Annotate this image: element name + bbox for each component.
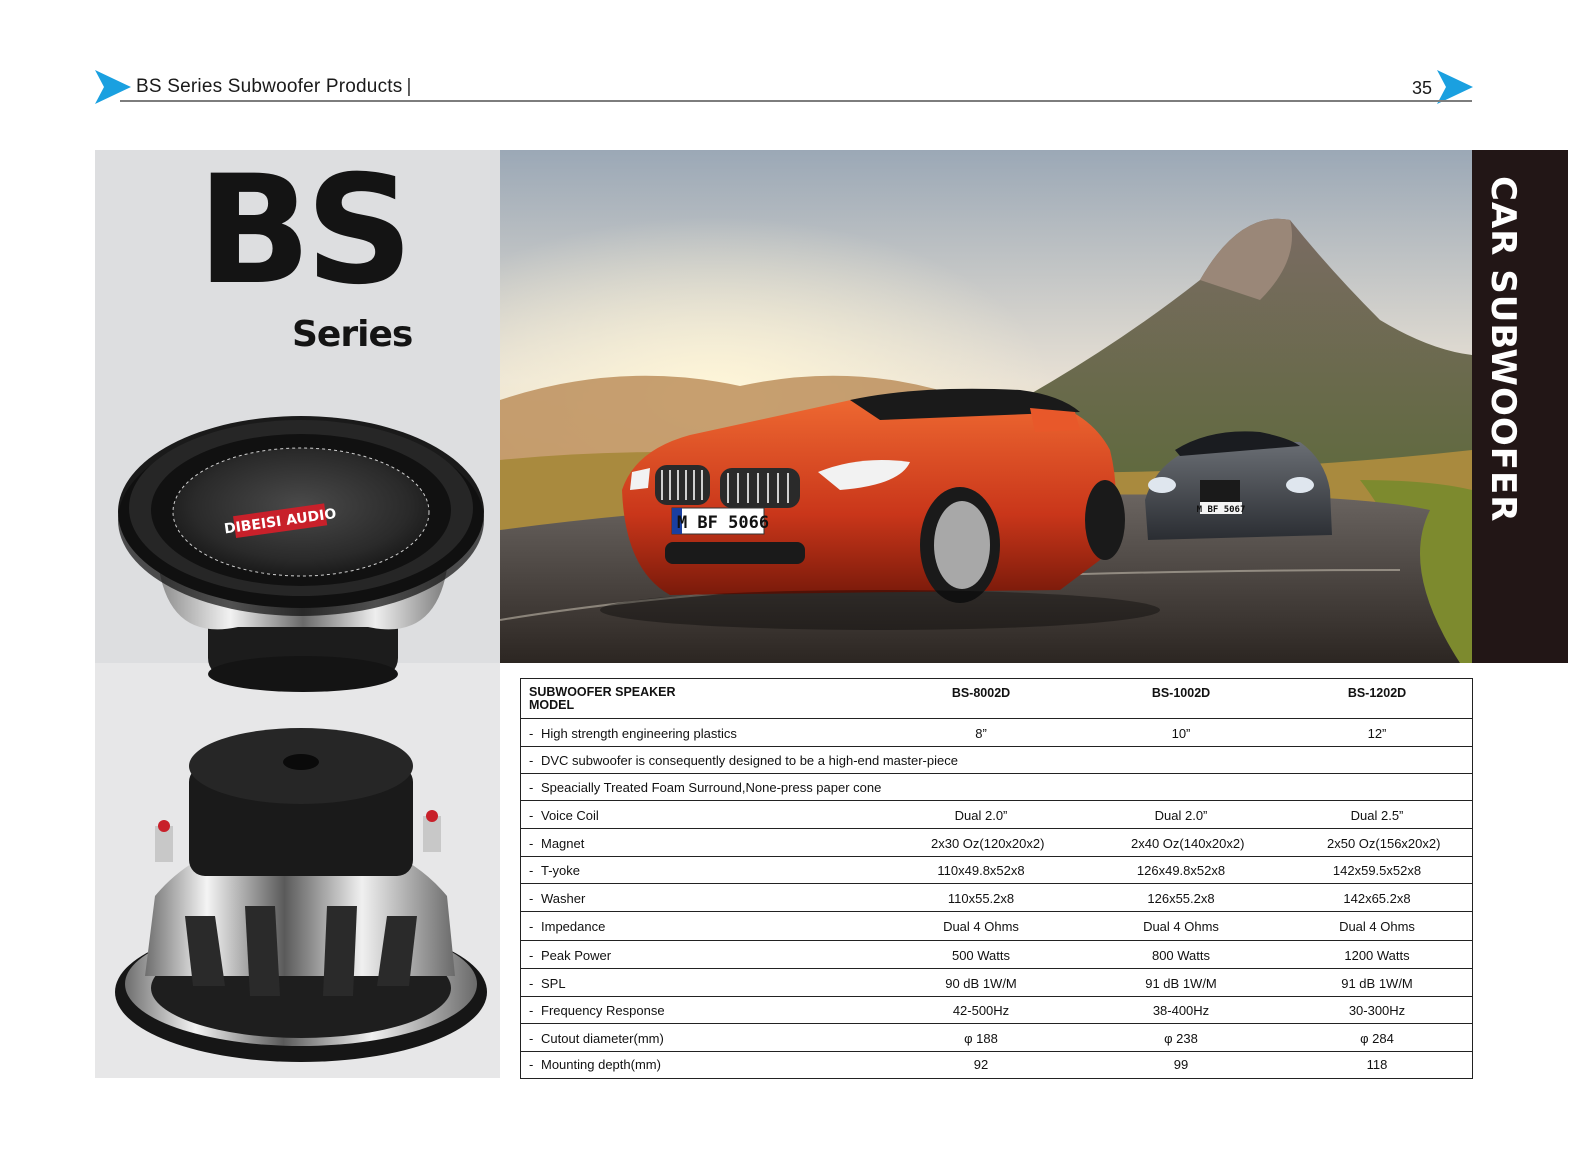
bullet-dash-icon: -	[529, 891, 534, 906]
spec-row	[521, 912, 1472, 941]
spec-value-1: 110x55.2x8	[947, 891, 1015, 906]
spec-row-label	[529, 891, 585, 906]
spec-value-2: Dual 4 Ohms	[1143, 919, 1219, 934]
bullet-dash-icon: -	[529, 976, 534, 991]
spec-value-3: 142x59.5x52x8	[1332, 863, 1422, 878]
bullet-dash-icon: -	[529, 863, 534, 878]
bullet-dash-icon: -	[529, 1057, 534, 1072]
spec-value-1: 92	[973, 1057, 989, 1072]
spec-value-2: φ 238	[1164, 1031, 1198, 1046]
model-header-bs-1002d: BS-1002D	[1151, 686, 1211, 700]
model-header-bs-1202d: BS-1202D	[1347, 686, 1407, 700]
subwoofer-front-image	[118, 412, 484, 694]
model-header-bs-8002d: BS-8002D	[951, 686, 1011, 700]
spec-value-1: 2x30 Oz(120x20x2)	[931, 836, 1045, 851]
spec-header-label	[529, 686, 676, 712]
spec-row	[521, 997, 1472, 1024]
spec-row-label	[529, 976, 566, 991]
spec-header-label-line2: MODEL	[529, 698, 575, 712]
spec-row-label-text: T-yoke	[541, 863, 581, 878]
spec-row-label-text: Peak Power	[541, 948, 612, 963]
spec-row	[521, 747, 1472, 774]
spec-row	[521, 774, 1472, 801]
page-header-title	[136, 76, 412, 98]
bullet-dash-icon: -	[529, 726, 534, 741]
bullet-dash-icon: -	[529, 753, 534, 768]
spec-row	[521, 1052, 1472, 1077]
bullet-dash-icon: -	[529, 780, 534, 795]
spec-value-2: 91 dB 1W/M	[1145, 976, 1217, 991]
spec-header-label-line1: SUBWOOFER SPEAKER	[529, 685, 676, 699]
bullet-dash-icon: -	[529, 808, 534, 823]
spec-value-2: 126x55.2x8	[1147, 891, 1215, 906]
spec-row	[521, 941, 1472, 969]
spec-value-3: 2x50 Oz(156x20x2)	[1327, 836, 1441, 851]
bullet-dash-icon: -	[529, 836, 534, 851]
spec-row-label	[529, 753, 958, 768]
spec-row-label	[529, 808, 599, 823]
bullet-dash-icon: -	[529, 1003, 534, 1018]
page-number: 35	[1412, 78, 1433, 98]
bullet-dash-icon: -	[529, 1031, 534, 1046]
spec-row	[521, 801, 1472, 829]
spec-row-label-text: Mounting depth(mm)	[541, 1057, 661, 1072]
spec-value-1: Dual 4 Ohms	[943, 919, 1019, 934]
header-separator: |	[406, 76, 412, 97]
spec-value-2: 2x40 Oz(140x20x2)	[1131, 836, 1245, 851]
spec-row	[521, 829, 1472, 857]
side-category-label: CAR SUBWOOFER	[1483, 176, 1523, 523]
spec-value-2: 10”	[1171, 726, 1191, 741]
bullet-dash-icon: -	[529, 919, 534, 934]
spec-row-label	[529, 726, 737, 741]
header-arrow-icon	[1437, 70, 1473, 104]
spec-value-2: 99	[1173, 1057, 1189, 1072]
spec-row-label	[529, 1003, 665, 1018]
header-rule	[120, 100, 1472, 102]
spec-row	[521, 969, 1472, 997]
spec-value-3: 91 dB 1W/M	[1341, 976, 1413, 991]
grey-car-plate: M BF 5067	[1196, 505, 1246, 515]
spec-row	[521, 719, 1472, 747]
spec-value-3: φ 284	[1360, 1031, 1394, 1046]
spec-row-label	[529, 1057, 661, 1072]
spec-row-label-text: Impedance	[541, 919, 606, 934]
spec-row-label	[529, 836, 584, 851]
brand-subtitle: Series	[292, 314, 413, 355]
red-car-plate: M BF 5066	[676, 513, 770, 533]
spec-value-3: 1200 Watts	[1344, 948, 1410, 963]
spec-row-label	[529, 1031, 664, 1046]
spec-value-2: 38-400Hz	[1152, 1003, 1210, 1018]
spec-row-label	[529, 863, 580, 878]
header-title-text: BS Series Subwoofer Products	[136, 76, 403, 97]
spec-value-3: 142x65.2x8	[1343, 891, 1411, 906]
spec-value-3: Dual 4 Ohms	[1339, 919, 1415, 934]
spec-value-3: 30-300Hz	[1348, 1003, 1406, 1018]
spec-row	[521, 1024, 1472, 1052]
spec-row-label-text: DVC subwoofer is consequently designed to be a high-end master-piece	[541, 753, 958, 768]
hero-car-image	[500, 150, 1472, 663]
spec-row	[521, 884, 1472, 912]
spec-value-1: 90 dB 1W/M	[945, 976, 1017, 991]
spec-value-3: Dual 2.5”	[1350, 808, 1404, 823]
spec-row-label-text: Washer	[541, 891, 586, 906]
brand-title: BS	[197, 144, 408, 318]
header-arrow-icon	[95, 70, 131, 104]
spec-row-label-text: Voice Coil	[541, 808, 599, 823]
spec-row-label-text: Speacially Treated Foam Surround,None-press paper cone	[541, 780, 882, 795]
spec-row-label	[529, 780, 881, 795]
spec-value-2: Dual 2.0”	[1154, 808, 1208, 823]
spec-row-label-text: Cutout diameter(mm)	[541, 1031, 664, 1046]
spec-row-label-text: High strength engineering plastics	[541, 726, 737, 741]
bullet-dash-icon: -	[529, 948, 534, 963]
spec-value-1: 500 Watts	[951, 948, 1011, 963]
spec-value-3: 12”	[1367, 726, 1387, 741]
spec-row-label	[529, 948, 611, 963]
spec-row-label	[529, 919, 605, 934]
spec-value-2: 800 Watts	[1151, 948, 1211, 963]
spec-value-1: Dual 2.0”	[954, 808, 1008, 823]
spec-row	[521, 857, 1472, 884]
spec-table	[520, 678, 1473, 1079]
spec-value-1: 110x49.8x52x8	[937, 863, 1025, 878]
spec-header-row	[521, 679, 1472, 719]
spec-row-label-text: Magnet	[541, 836, 585, 851]
spec-value-3: 118	[1366, 1057, 1388, 1072]
spec-row-label-text: Frequency Response	[541, 1003, 665, 1018]
spec-row-label-text: SPL	[541, 976, 566, 991]
spec-value-1: 8”	[975, 726, 987, 741]
subwoofer-rear-image	[115, 726, 487, 1064]
spec-value-1: φ 188	[964, 1031, 998, 1046]
speaker-logo-text: DIBEISI AUDIO	[223, 505, 338, 538]
spec-value-1: 42-500Hz	[952, 1003, 1010, 1018]
spec-value-2: 126x49.8x52x8	[1136, 863, 1226, 878]
